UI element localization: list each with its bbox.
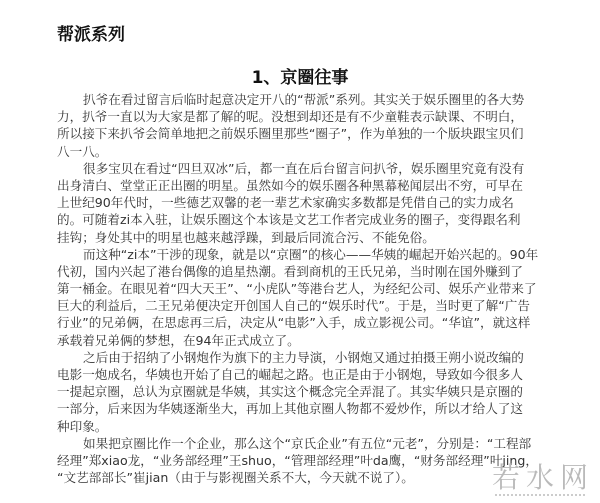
- paragraph: [57, 160, 532, 246]
- text-line: 所以接下来扒爷会简单地把之前娱乐圈里那些“圈子”，作为单独的一个版块跟宝贝们: [57, 126, 524, 142]
- text-line: 行业”的兄弟俩，在思虑再三后，决定从“电影”入手，成立影视公司。“华谊”，就这样: [57, 315, 531, 331]
- text-line: “文艺部部长”崔jian（由于与影视圈关系不大，今天就不说了）。: [57, 470, 414, 486]
- text-line: 的。可随着zi本入驻，让娱乐圈这个本该是文艺工作者完成业务的圈子，变得跟名利: [57, 212, 521, 228]
- text-line: 而这种“zi本”干涉的现象，就是以“京圈”的核心——华姨的崛起开始兴起的。90年: [83, 246, 539, 262]
- paragraph: [57, 91, 532, 160]
- paragraph: [57, 435, 538, 487]
- text-line: 承载着兄弟俩的梦想，在94年正式成立了。: [57, 332, 300, 348]
- article-body: [57, 91, 539, 486]
- text-line: 巨大的利益后，二王兄弟便决定开创国人自己的“娱乐时代”。于是，当时更了解“广告: [57, 298, 530, 314]
- watermark-logo: 若水网: [492, 461, 595, 494]
- text-line: 之后由于招纳了小钢炮作为旗下的主力导演，小钢炮又通过拍摄王朔小说改编的: [83, 349, 524, 365]
- text-line: 上世纪90年代时，一些德艺双馨的老一辈艺术家确实多数都是凭借自己的实力成名: [57, 195, 514, 211]
- text-line: 出身清白、堂堂正正出圈的明星。虽然如今的娱乐圈各种黑幕秘闻层出不穷，可早在: [57, 177, 523, 193]
- text-line: 第一桶金。在眼见着“四大天王”、“小虎队”等港台艺人，为经纪公司、娱乐产业带来了: [57, 281, 537, 297]
- text-line: 如果把京圈比作一个企业，那么这个“京氏企业”有五位“元老”，分别是：“工程部: [83, 435, 532, 451]
- text-line: 挂钩；身处其中的明星也越来越浮躁，到最后同流合污、不能免俗。: [57, 229, 435, 245]
- text-line: 代初，国内兴起了港台偶像的追星热潮。看到商机的王氏兄弟，当时刚在国外赚到了: [57, 263, 523, 279]
- text-line: 扒爷在看过留言后临时起意决定开八的“帮派”系列。其实关于娱乐圈里的各大势: [83, 92, 525, 107]
- text-line: 电影一炮成名，华姨也开始了自己的崛起之路。也正是由于小钢炮，导致如今很多人: [57, 367, 523, 382]
- text-line: 八一八。: [57, 143, 108, 159]
- watermark-underline: [495, 494, 585, 499]
- paragraph: [57, 246, 539, 349]
- text-line: 种印象。: [57, 418, 108, 434]
- text-line: 一部分，后来因为华姨逐渐坐大，再加上其他京圈人物都不爱炒作，所以才给人了这: [57, 401, 523, 417]
- series-title: 帮派系列: [57, 25, 125, 45]
- text-line: 经理”郑xiao龙，“业务部经理”王shuo，“管理部经理”叶da鹰，“财务部经理”叶jing，: [57, 452, 538, 468]
- text-line: 很多宝贝在看过“四旦双冰”后，都一直在后台留言问扒爷，娱乐圈里究竟有没有: [83, 160, 525, 176]
- paragraph: [57, 349, 532, 435]
- chapter-title: 1、京圈往事: [251, 68, 349, 88]
- text-line: 一提起京圈，总认为京圈就是华姨，其实这个概念完全弄混了。其实华姨只是京圈的: [57, 384, 523, 400]
- text-line: 力，扒爷一直以为大家是都了解的呢。没想到却还是有不少童鞋表示缺课、不明白，: [57, 109, 523, 125]
